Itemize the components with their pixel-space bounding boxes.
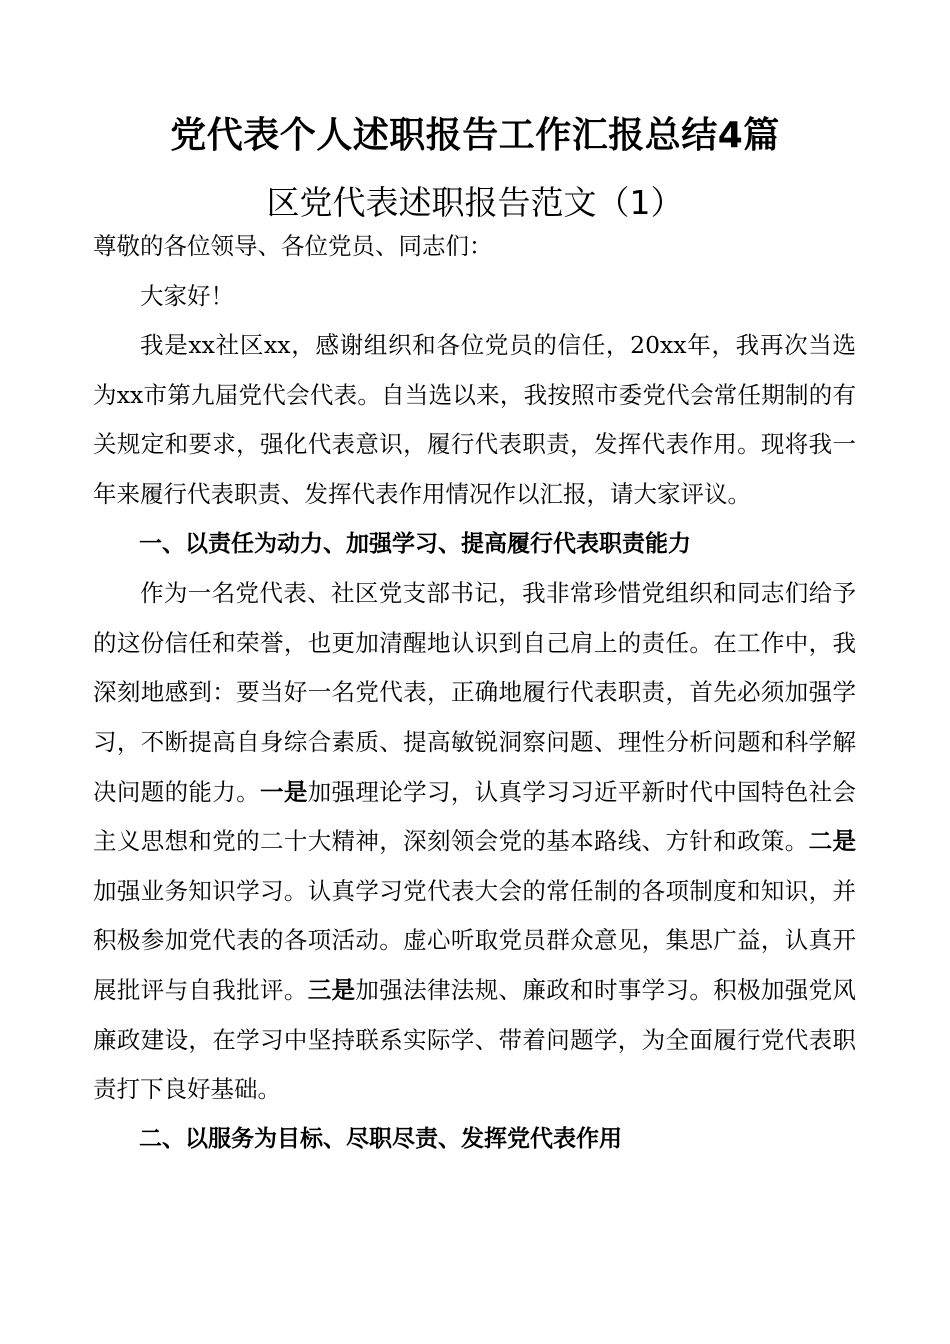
- section-1-text-c: 加强业务知识学习。认真学习党代表大会的常任制的各项制度和知识，并积极参加党代表的各项活动。虚心听取党员群众意见，集思广益，认真开展批评与自我批评。: [93, 876, 856, 1004]
- section-1-text-a: 作为一名党代表、社区党支部书记，我非常珍惜党组织和同志们给予的这份信任和荣誉，也更加清醒地认识到自己肩上的责任。在工作中，我深刻地感到：要当好一名党代表，正确地履行代表职责，首先必须加强学习，不断提高自身综合素质、提高敏锐洞察问题、理性分析问题和科学解决问题的能力。: [93, 579, 856, 806]
- section-1-heading: 一、以责任为动力、加强学习、提高履行代表职责能力: [139, 530, 691, 557]
- document-body: [93, 222, 856, 1164]
- intro-paragraph: 我是xx社区xx，感谢组织和各位党员的信任，20xx年，我再次当选为xx市第九届党代会代表。自当选以来，我按照市委党代会常任期制的有关规定和要求，强化代表意识，履行代表职责，发挥代表作用。现将我一年来履行代表职责、发挥代表作用情况作以汇报，请大家评议。: [93, 331, 856, 508]
- section-1-text-d: 加强法律法规、廉政和时事学习。积极加强党风廉政建设，在学习中坚持联系实际学、带着问题学，为全面履行党代表职责打下良好基础。: [93, 975, 857, 1104]
- section-1-text-b: 加强理论学习，认真学习习近平新时代中国特色社会主义思想和党的二十大精神，深刻领会党的基本路线、方针和政策。: [93, 777, 857, 856]
- marker-first: 一是: [259, 777, 308, 806]
- document-subtitle: 区党代表述职报告范文（1）: [266, 183, 684, 222]
- salutation: 尊敬的各位领导、各位党员、同志们：: [93, 232, 493, 260]
- section-2-heading: 二、以服务为目标、尽职尽责、发挥党代表作用: [139, 1125, 622, 1152]
- section-1-paragraph: [93, 569, 856, 1115]
- greeting: 大家好！: [140, 281, 234, 310]
- document-title: 党代表个人述职报告工作汇报总结4篇: [170, 115, 780, 156]
- marker-third: 三是: [307, 975, 356, 1004]
- marker-second: 二是: [808, 827, 857, 856]
